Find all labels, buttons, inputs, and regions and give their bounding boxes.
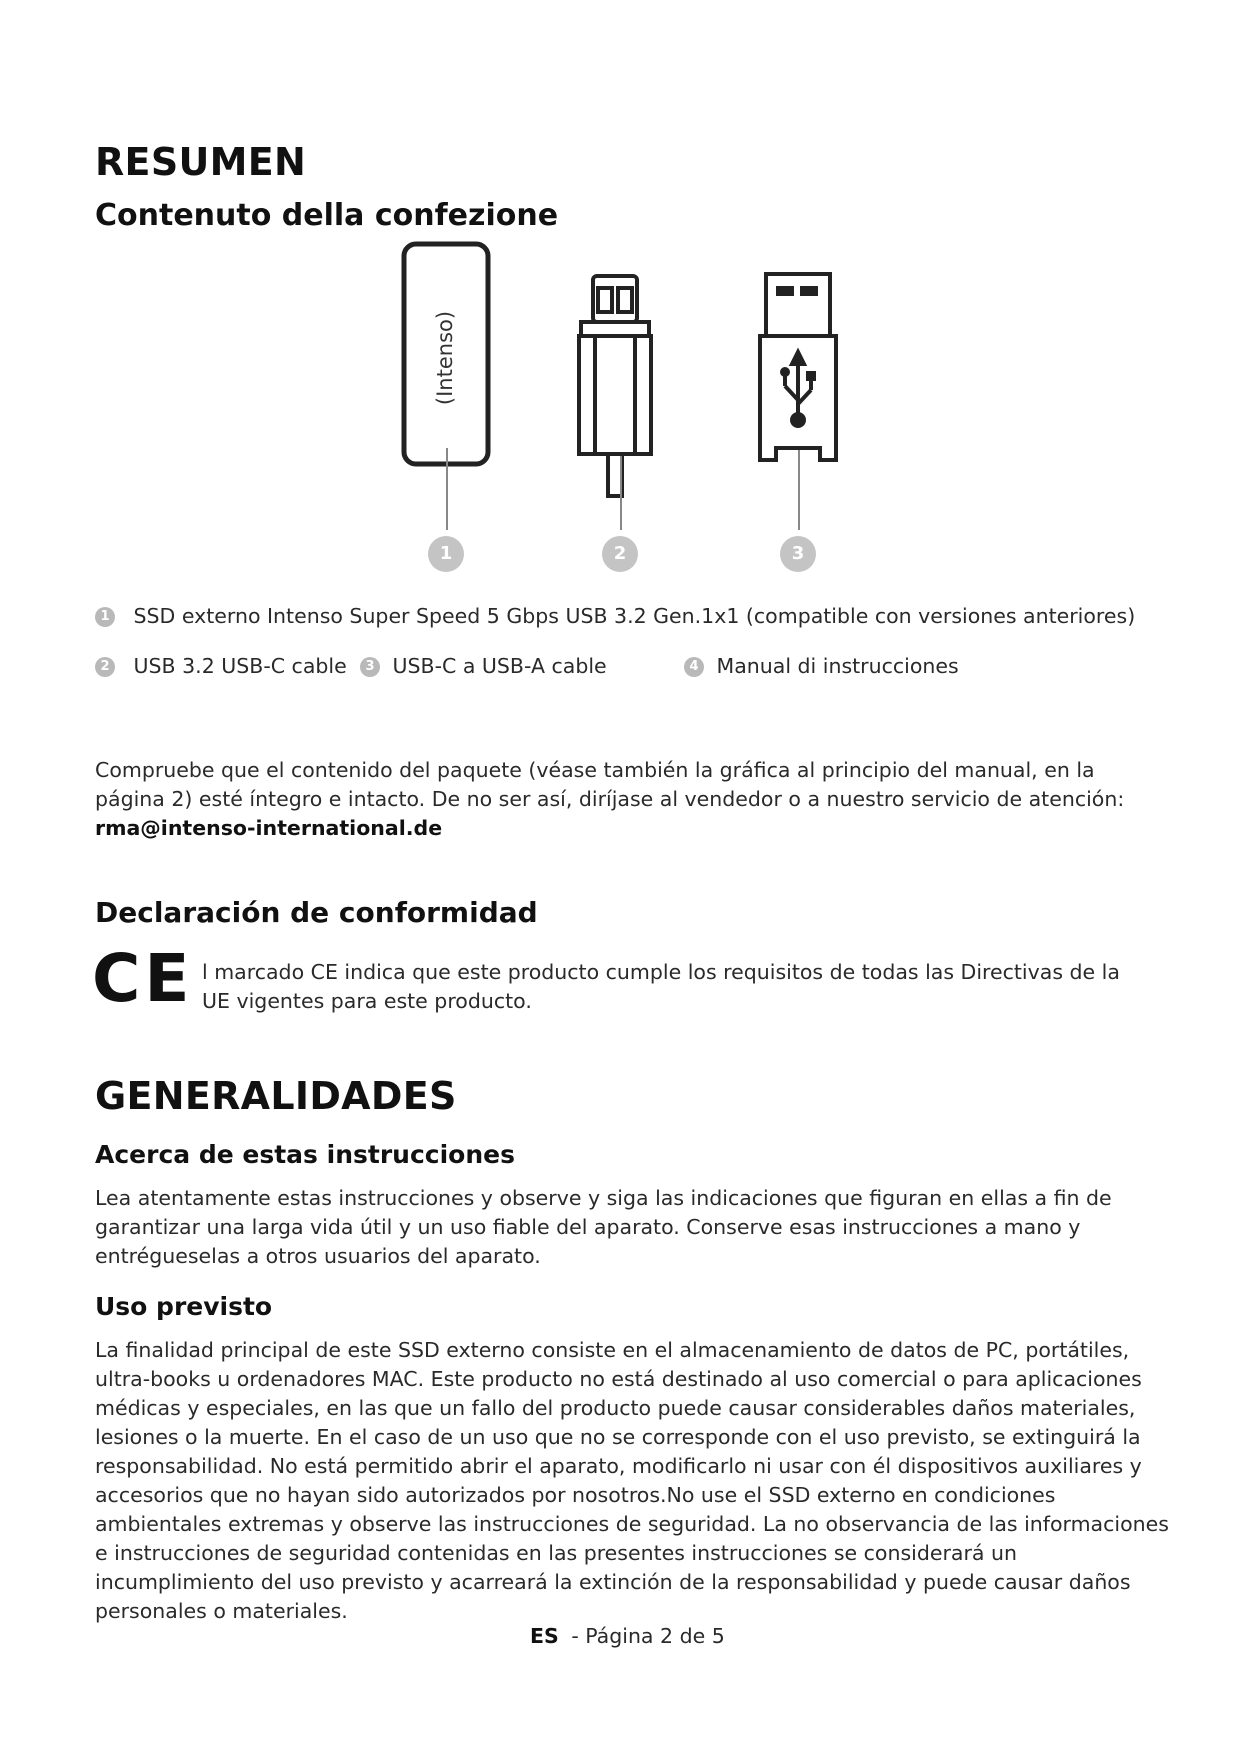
package-item-text: USB-C a USB-A cable	[392, 654, 607, 678]
intended-use-paragraph: La finalidad principal de este SSD externo consiste en el almacenamiento de datos de PC, portátiles, ultra-books u ordenadores MAC. Este producto no está destinado al uso comercial o para aplicaciones médicas y especiales, en las que un fallo del producto puede causar considerables daños materiales, lesiones o la muerte. En el caso de un uso que no se corresponde con el uso previsto, se extinguirá la responsabilidad. No está permitido abrir el aparato, modificarlo ni usar con él dispositivos auxiliares y accesorios que no hayan sido autorizados por nosotros.No use el SSD externo en condiciones ambientales extremas y observe las instrucciones de seguridad. La no observancia de las informaciones e instrucciones de seguridad contenidas en las presentes instrucciones se considerará un incumplimiento del uso previsto y acarreará la extinción de la responsabilidad y puede causar daños personales o materiales.	[95, 1338, 1169, 1623]
intenso-logo-text: (Intenso)	[433, 310, 457, 406]
package-check-text: Compruebe que el contenido del paquete (véase también la gráfica al principio del manual, en la página 2) esté íntegro e intacto. De no ser así, diríjase al vendedor o a nuestro servicio de atención:	[95, 758, 1125, 811]
package-item-1	[95, 602, 1135, 631]
callout-line-1	[446, 448, 448, 530]
section-heading-intended-use: Uso previsto	[95, 1292, 273, 1321]
conformity-text: l marcado CE indica que este producto cumple los requisitos de todas las Directivas de la UE vigentes para este producto.	[202, 960, 1120, 1013]
package-item-text: SSD externo Intenso Super Speed 5 Gbps USB 3.2 Gen.1x1 (compatible con versiones anteriores)	[133, 604, 1136, 628]
usb-c-plug-drawing	[579, 276, 651, 496]
about-paragraph: Lea atentamente estas instrucciones y observe y siga las indicaciones que figuran en ellas a fin de garantizar una larga vida útil y un uso fiable del aparato. Conserve esas instrucciones a mano y entrégueselas a otros usuarios del aparato.	[95, 1186, 1112, 1268]
item-number-badge: 1	[95, 607, 115, 627]
page-footer	[530, 1622, 725, 1651]
package-check-paragraph	[95, 756, 1155, 843]
package-item-2	[95, 652, 347, 681]
section-heading-about: Acerca de estas instrucciones	[95, 1140, 515, 1169]
package-item-3	[360, 652, 607, 681]
section-heading-conformity: Declaración de conformidad	[95, 896, 538, 929]
callout-line-2	[620, 456, 622, 530]
usb-a-plug-drawing	[760, 274, 836, 460]
ce-mark-icon: CE	[92, 940, 194, 1017]
package-item-text: USB 3.2 USB-C cable	[133, 654, 347, 678]
support-email: rma@intenso-international.de	[95, 816, 443, 840]
language-code: ES	[530, 1624, 559, 1648]
package-item-text: Manual di instrucciones	[716, 654, 959, 678]
section-heading-contents: Contenuto della confezione	[95, 198, 559, 233]
item-number-badge: 4	[684, 657, 704, 677]
callout-marker-1: 1	[428, 536, 464, 572]
item-number-badge: 2	[95, 657, 115, 677]
callout-line-3	[798, 450, 800, 530]
item-number-badge: 3	[360, 657, 380, 677]
callout-marker-2: 2	[602, 536, 638, 572]
callout-marker-3: 3	[780, 536, 816, 572]
package-item-4	[684, 652, 959, 681]
page-title: RESUMEN	[95, 140, 307, 184]
page-number: - Página 2 de 5	[571, 1624, 725, 1648]
general-title: GENERALIDADES	[95, 1074, 457, 1118]
ssd-device-drawing	[404, 244, 488, 464]
